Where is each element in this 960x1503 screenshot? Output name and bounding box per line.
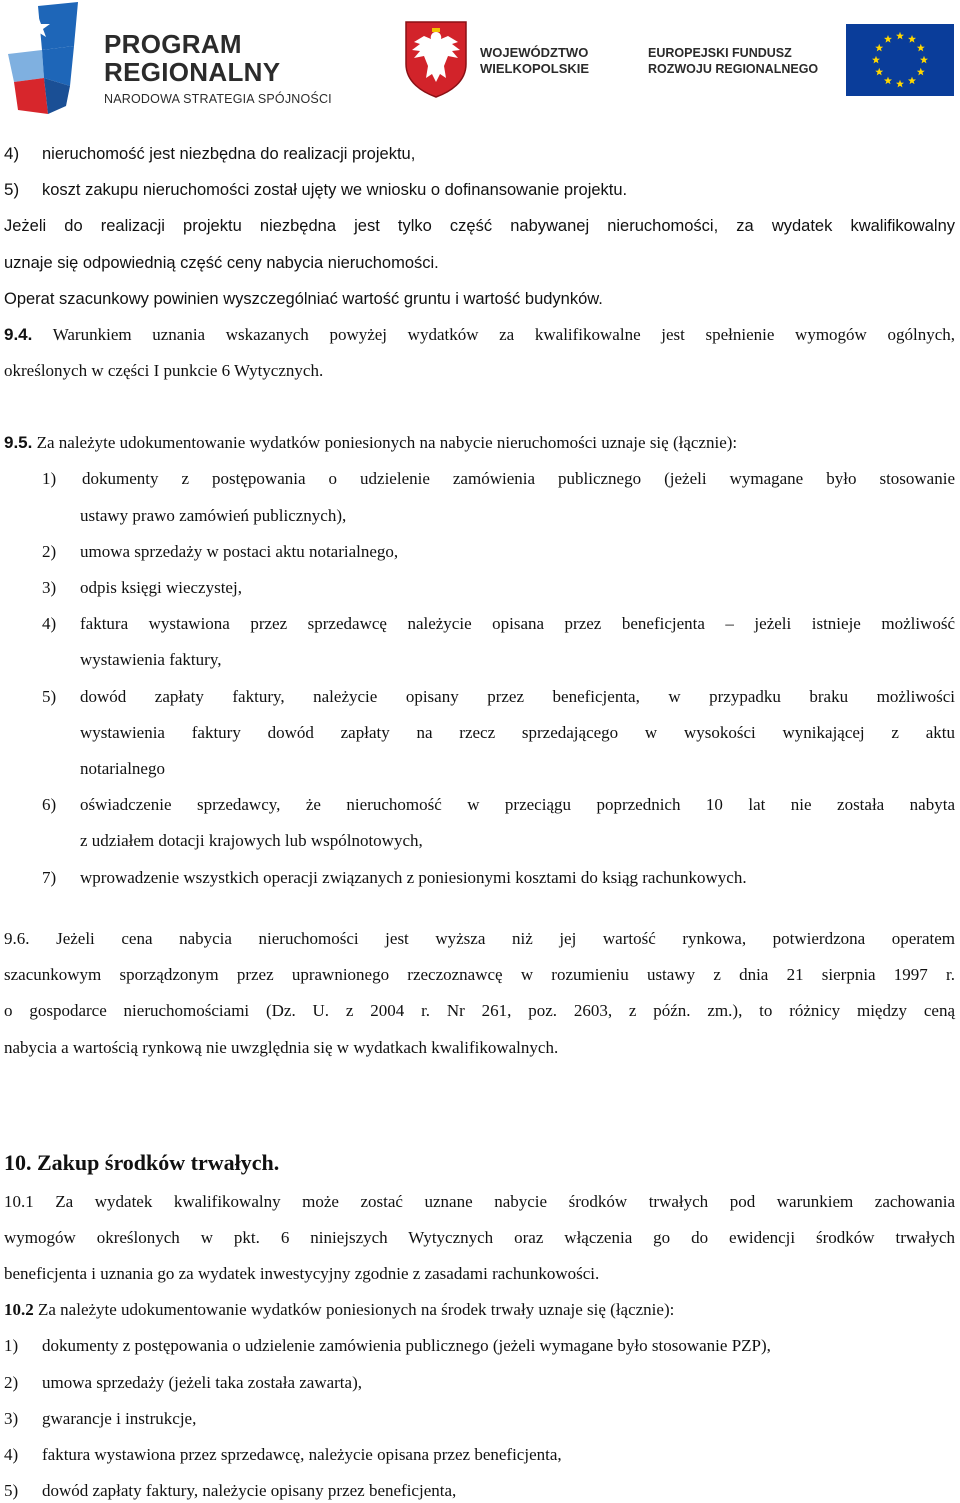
section-10-1-line: wymogów określonych w pkt. 6 niniejszych Wytycznych oraz włączenia go do ewidencji środków trwałych [4,1228,955,1247]
paragraph-line: Jeżeli do realizacji projektu niezbędna jest tylko część nabywanej nieruchomości, za wydatek kwalifikowalny [4,217,955,235]
list-item-text: dokumenty z postępowania o udzielenie zamówienia publicznego (jeżeli wymagane było stosowanie PZP), [42,1336,771,1355]
section-9-5-text: Za należyte udokumentowanie wydatków poniesionych na nabycie nieruchomości uznaje się (łącznie): [36,433,738,452]
list-item-text: umowa sprzedaży w postaci aktu notarialnego, [80,542,399,561]
list-item-text: umowa sprzedaży (jeżeli taka została zawarta), [42,1373,362,1392]
fund-line2: ROZWOJU REGIONALNEGO [648,62,819,76]
list-item-number: 4) [42,614,57,633]
list-item-number: 3) [4,1409,19,1428]
section-10-1-line: 10.1 Za wydatek kwalifikowalny może zostać uznane nabycie środków trwałych pod warunkiem zachowania [4,1192,955,1211]
list-item-text: wystawienia faktury dowód zapłaty na rzecz sprzedającego w wysokości wynikającej z aktu [80,723,955,742]
list-item-text: koszt zakupu nieruchomości został ujęty we wniosku o dofinansowanie projektu. [42,181,628,199]
section-number: 9.4. [4,325,33,344]
list-item-number: 4) [4,144,20,163]
section-number: 10.2 [4,1300,34,1319]
list-item-text: dowód zapłaty faktury, należycie opisany przez beneficjenta, w przypadku braku możliwości [80,687,955,706]
section-9-6-line: 9.6. Jeżeli cena nabycia nieruchomości jest wyższa niż jej wartość rynkowa, potwierdzona operatem [4,929,955,948]
section-9-5-intro [4,432,737,454]
list-item-text: faktura wystawiona przez sprzedawcę należycie opisana przez beneficjenta – jeżeli istnieje możliwość [80,614,955,633]
program-line2: REGIONALNY [104,57,281,87]
list-item-number: 5) [4,1481,19,1500]
list-item-number: 6) [42,795,57,814]
section-9-4-line1 [4,324,955,346]
section-9-6-line: szacunkowym sporządzonym przez uprawnionego rzeczoznawcę w rozumieniu ustawy z dnia 21 sierpnia 1997 r. [4,965,955,984]
list-item-text: odpis księgi wieczystej, [80,578,242,597]
region-name [480,45,589,77]
region-line1: WOJEWÓDZTWO [480,45,589,60]
list-item-text: gwarancje i instrukcje, [42,1409,197,1428]
list-item-number: 1) [42,469,57,488]
paragraph-operat: Operat szacunkowy powinien wyszczególniać wartość gruntu i wartość budynków. [4,290,603,308]
list-item-text: oświadczenie sprzedawcy, że nieruchomość w przeciągu poprzednich 10 lat nie została nabyta [80,795,955,814]
list-item-number: 5) [4,180,20,199]
list-item-text: wprowadzenie wszystkich operacji związanych z poniesionymi kosztami do ksiąg rachunkowych. [80,868,747,887]
list-item-text: notarialnego [80,759,165,778]
section-10-2-text: Za należyte udokumentowanie wydatków poniesionych na środek trwały uznaje się (łącznie): [38,1300,675,1319]
list-item-text: z udziałem dotacji krajowych lub wspólnotowych, [80,831,423,850]
list-item-number: 7) [42,868,57,887]
section-10-2-intro [4,1299,674,1321]
list-item-number: 1) [4,1336,19,1355]
list-item-text: ustawy prawo zamówień publicznych), [80,506,347,525]
program-line1: PROGRAM [104,29,242,59]
list-item-text: nieruchomość jest niezbędna do realizacji projektu, [42,145,416,163]
section-9-4-text: Warunkiem uznania wskazanych powyżej wydatków za kwalifikowalne jest spełnienie wymogów ogólnych, [52,325,955,344]
wielkopolska-crest-icon [404,20,468,98]
section-10-1-line: beneficjenta i uznania go za wydatek inwestycyjny zgodnie z zasadami rachunkowości. [4,1264,600,1283]
section-10-title: 10. Zakup środków trwałych. [4,1150,280,1175]
program-regionalny-wordmark [104,30,332,106]
eu-flag-icon [846,24,954,96]
list-item-number: 4) [4,1445,19,1464]
list-item-text: dowód zapłaty faktury, należycie opisany przez beneficjenta, [42,1481,457,1500]
paragraph-line: uznaje się odpowiednią część ceny nabycia nieruchomości. [4,254,439,272]
list-item-number: 2) [42,542,57,561]
list-item-text: faktura wystawiona przez sprzedawcę, należycie opisana przez beneficjenta, [42,1445,562,1464]
region-line2: WIELKOPOLSKIE [480,61,590,76]
list-item-number: 2) [4,1373,19,1392]
section-9-6-line: nabycia a wartością rynkową nie uwzględnia się w wydatkach kwalifikowalnych. [4,1038,559,1057]
list-item-number: 3) [42,578,57,597]
program-line3: NARODOWA STRATEGIA SPÓJNOŚCI [104,92,332,106]
list-item-number: 5) [42,687,57,706]
list-item-text: wystawienia faktury, [80,650,222,669]
section-9-4-line2: określonych w części I punkcie 6 Wytycznych. [4,361,324,380]
fund-name [648,45,818,77]
list-item-text: dokumenty z postępowania o udzielenie zamówienia publicznego (jeżeli wymagane było stosowanie [82,469,955,488]
section-9-6-line: o gospodarce nieruchomościami (Dz. U. z 2004 r. Nr 261, poz. 2603, z późn. zm.), to różnicy między ceną [4,1001,955,1020]
fund-line1: EUROPEJSKI FUNDUSZ [648,46,792,60]
section-number: 9.5. [4,433,33,452]
program-regionalny-logo-icon [8,2,78,114]
page-header [0,0,960,118]
